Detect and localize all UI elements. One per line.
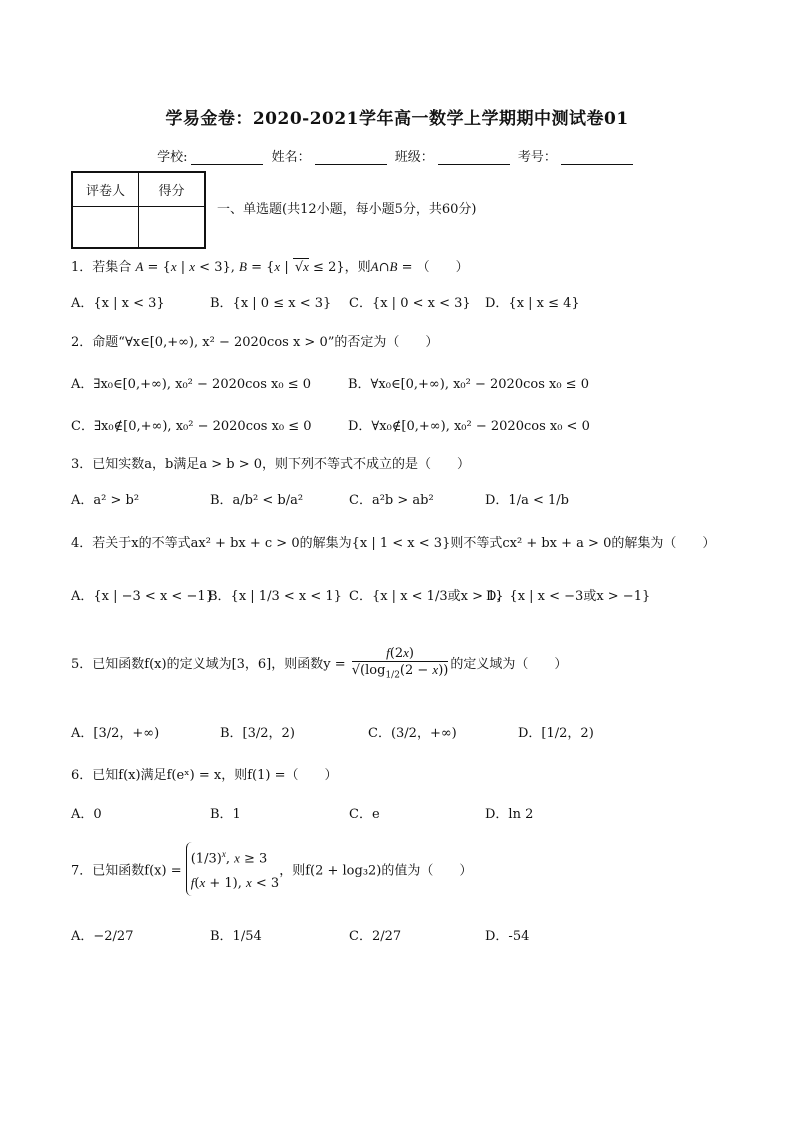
math-expression: ∀x∈[0,+∞), x² − 2020cos x > 0 (124, 335, 328, 350)
school-label: 学校: (157, 150, 188, 165)
option-7d[interactable]: D．-54 (485, 929, 530, 944)
score-table (71, 171, 206, 249)
name-blank[interactable] (315, 150, 387, 165)
question-1: 1．若集合 A = {x | x < 3}, B = {x | √x ≤ 2}，则A∩B = （ ） (71, 259, 469, 275)
option-6d[interactable]: D．ln 2 (485, 807, 534, 822)
student-info-line (0, 146, 794, 165)
question-number: 6． (71, 768, 93, 783)
function-fraction: $\frac{f(2x)}{√(\log_{1/2}(2 - x))}$ (351, 645, 449, 681)
school-blank[interactable] (191, 150, 263, 165)
set-expression: x | 1 < x < 3 (359, 536, 443, 551)
option-3c[interactable]: C．a²b > ab² (349, 493, 434, 508)
option-2a[interactable]: A．∃x₀∈[0,+∞), x₀² − 2020cos x₀ ≤ 0 (71, 377, 312, 392)
question-number: 3． (71, 457, 93, 472)
question-stem-tail: ，则 (344, 260, 371, 275)
question-stem: 已知函数f(x)的定义域为[3，6]，则函数y = (92, 656, 346, 672)
question-stem-tail: ，则f(2 + log₃2)的值为（ ） (279, 863, 473, 879)
name-label: 姓名： (271, 150, 311, 165)
option-7b[interactable]: B．1/54 (210, 929, 262, 944)
question-6 (71, 764, 337, 783)
question-2 (71, 331, 438, 350)
number-label: 考号： (517, 150, 557, 165)
option-5b[interactable]: B．[3/2，2) (220, 726, 295, 741)
option-5d[interactable]: D．[1/2，2) (518, 726, 594, 741)
option-1b[interactable]: B．{x | 0 ≤ x < 3} (210, 296, 332, 311)
option-6a[interactable]: A．0 (71, 807, 102, 822)
question-3 (71, 453, 470, 472)
question-number: 7． (71, 863, 93, 879)
question-stem-mid: 的解集为 (299, 536, 352, 551)
option-4d[interactable]: D．{x | x < −3或x > −1} (486, 589, 651, 604)
math-expression-2: cx² + bx + a > 0 (502, 536, 612, 551)
question-stem: 已知f(x)满足f(eˣ) = x，则f(1) =（ ） (92, 768, 338, 783)
option-4b[interactable]: B．{x | 1/3 < x < 1} (208, 589, 342, 604)
question-number: 4． (71, 536, 93, 551)
grader-cell[interactable] (72, 207, 139, 249)
set-a-expression: A = {x | x < 3}, B = {x | √x ≤ 2} (135, 259, 345, 275)
option-2b[interactable]: B．∀x₀∈[0,+∞), x₀² − 2020cos x₀ ≤ 0 (348, 377, 589, 392)
option-1a[interactable]: A．{x | x < 3} (71, 296, 165, 311)
option-7c[interactable]: C．2/27 (349, 929, 402, 944)
question-stem-tail: 的定义域为（ ） (450, 656, 568, 672)
option-5c[interactable]: C．(3/2，+∞) (368, 726, 457, 741)
number-blank[interactable] (561, 150, 633, 165)
question-number: 5． (71, 656, 93, 672)
option-1c[interactable]: C．{x | 0 < x < 3} (349, 296, 471, 311)
class-blank[interactable] (438, 150, 510, 165)
question-stem: 若关于x的不等式 (92, 536, 191, 551)
page-title: 学易金卷：2020-2021学年高一数学上学期期中测试卷01 (165, 109, 629, 129)
question-stem: 已知函数f(x) = (92, 863, 182, 879)
question-number: 2． (71, 335, 93, 350)
option-2d[interactable]: D．∀x₀∉[0,+∞), x₀² − 2020cos x₀ < 0 (348, 419, 590, 434)
question-stem-mid2: 则不等式 (450, 536, 503, 551)
piecewise-function: $(1/3)^x$, x ≥ 3 f(x + 1), x < 3 (186, 842, 279, 896)
option-3b[interactable]: B．a/b² < b/a² (210, 493, 304, 508)
question-number: 1． (71, 260, 93, 275)
option-3a[interactable]: A．a² > b² (71, 493, 140, 508)
score-header: 得分 (139, 172, 206, 207)
question-5 (71, 645, 567, 684)
question-stem: 已知实数a，b满足a > b > 0，则下列不等式不成立的是（ ） (92, 457, 471, 472)
math-expression: ax² + bx + c > 0 (190, 536, 300, 551)
score-cell[interactable] (139, 207, 206, 249)
section-heading: 一、单选题(共12小题，每小题5分，共60分) (217, 202, 477, 217)
question-stem: 命题“ (92, 335, 125, 350)
grader-header: 评卷人 (72, 172, 139, 207)
option-6b[interactable]: B．1 (210, 807, 241, 822)
class-label: 班级： (394, 150, 434, 165)
option-6c[interactable]: C．e (349, 807, 380, 822)
option-4c[interactable]: C．{x | x < 1/3或x > 1} (349, 589, 504, 604)
answer-bracket: （ ） (416, 260, 469, 275)
question-stem-tail: ”的否定为（ ） (327, 335, 439, 350)
question-stem-tail: 的解集为（ ） (611, 536, 716, 551)
option-7a[interactable]: A．−2/27 (71, 929, 134, 944)
option-1d[interactable]: D．{x | x ≤ 4} (485, 296, 580, 311)
question-4: 4．若关于x的不等式ax² + bx + c > 0的解集为{x | 1 < x < 3}则不等式cx² + bx + a > 0的解集为（ ） (71, 536, 716, 551)
option-4a[interactable]: A．{x | −3 < x < −1} (71, 589, 214, 604)
question-7 (71, 842, 472, 896)
question-stem: 若集合 (92, 260, 132, 275)
option-3d[interactable]: D．1/a < 1/b (485, 493, 569, 508)
option-5a[interactable]: A．[3/2，+∞) (71, 726, 160, 741)
option-2c[interactable]: C．∃x₀∉[0,+∞), x₀² − 2020cos x₀ ≤ 0 (71, 419, 312, 434)
